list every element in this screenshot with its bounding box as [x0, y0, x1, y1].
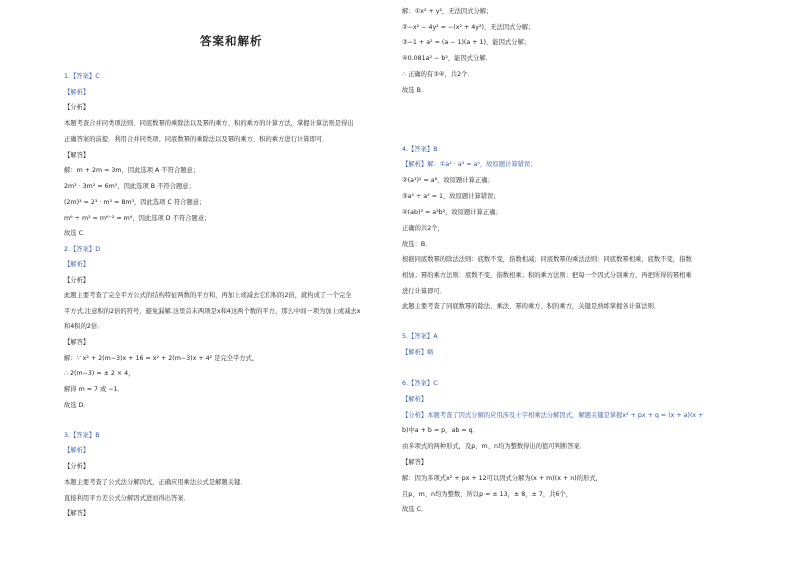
right-text-line: 【分析】本题考查了因式分解的应用涉及十字相乘法分解因式，解题关键是掌握x² + px + q = (x + a)(x + — [402, 412, 704, 419]
left-text-line: 【解析】 — [64, 447, 90, 454]
left-text-line: 【分析】 — [64, 104, 90, 111]
left-text-line: 1.【答案】C — [64, 73, 100, 80]
right-text-line: 5.【答案】A — [402, 333, 438, 340]
left-text-line: 解：∵ x² + 2(m−3)x + 16 = x² + 2(m−3)x + 4² 是完全平方式， — [64, 355, 259, 362]
left-text-line: 解得 m = 7 或 −1． — [64, 386, 124, 393]
right-text-line: b)中a + b = p，ab = q． — [402, 427, 479, 434]
right-text-line: 【解析】解：①a² · a³ = a⁵，故原题计算错误； — [402, 161, 537, 168]
right-text-line: 故选 C． — [402, 506, 428, 513]
right-text-line: 故选：B． — [402, 241, 432, 248]
left-text-line: 和4积的2倍． — [64, 323, 104, 330]
right-text-line: 【解析】 — [402, 396, 428, 403]
left-text-line: 【解析】 — [64, 89, 90, 96]
right-text-line: ④(ab)³ = a³b³，故原题计算正确； — [402, 209, 502, 216]
left-text-line: 【解答】 — [64, 339, 90, 346]
left-text-line: 故选 C． — [64, 230, 90, 237]
left-text-line: 此题主要考查了完全平方公式的结构特征两数的平方和，再加上或减去它们积的2倍，就构成了一个完全 — [64, 292, 352, 299]
left-text-line: 【解答】 — [64, 510, 90, 517]
left-text-line: 本题主要考查了公式法分解因式，正确应用乘法公式是解题关键． — [64, 479, 247, 486]
right-text-line: 故选 B． — [402, 87, 428, 94]
left-text-line: 解：m + 2m = 3m，因此选项 A 不符合题意； — [64, 167, 200, 174]
right-text-line: 且p、m、n均为整数，所以p = ± 13，± 8，± 7，共6个， — [402, 491, 573, 498]
right-text-line: 相加；幂的乘方法则：底数不变，指数相乘；积的乘方法则：把每一个因式分别乘方，再把所得的幂相乘 — [402, 272, 692, 279]
left-text-line: m⁶ ÷ m² = m⁶⁻² = m⁴，因此选项 D 不符合题意； — [64, 215, 211, 222]
left-text-line: ∴ 2(m−3) = ± 2 × 4， — [64, 370, 135, 377]
left-text-line: 2m³ · 3m² = 6m⁵，因此选项 B 不符合题意； — [64, 183, 195, 190]
right-text-line: 正确的共2个， — [402, 225, 444, 232]
left-text-line: 【解析】 — [64, 261, 90, 268]
right-text-line: 解：①x² + y²，无法因式分解； — [402, 8, 493, 15]
right-text-line: 6.【答案】C — [402, 380, 438, 387]
page-title: 答案和解析 — [200, 34, 263, 48]
right-text-line: ∴ 正确的有③④，共2个． — [402, 71, 474, 78]
right-text-line: 进行计算即可． — [402, 288, 447, 295]
left-text-line: 平方式.注意积的2倍的符号，避免漏解.这里首末两项是x和4这两个数的平方，那么中间一项为加上或减去x — [64, 308, 361, 315]
right-text-line: 解：因为多项式x² + px + 12可以因式分解为(x + m)(x + n)的形式， — [402, 475, 602, 482]
right-text-line: ②(a³)² = a⁶，故原题计算正确； — [402, 177, 494, 184]
right-text-line: ②−x² − 4y² = −(x² + 4y²)，无法因式分解； — [402, 24, 535, 31]
right-text-line: 4.【答案】B — [402, 146, 438, 153]
right-text-line: 【解析】略 — [402, 349, 434, 356]
left-text-line: 故选 D． — [64, 402, 90, 409]
right-text-line: 【解答】 — [402, 459, 428, 466]
left-text-line: 2.【答案】D — [64, 246, 101, 253]
left-text-line: 【分析】 — [64, 277, 90, 284]
left-text-line: 【分析】 — [64, 463, 90, 470]
left-text-line: 直接利用平方差公式分解因式进而得出答案． — [64, 495, 190, 502]
right-text-line: 根据同底数幂的除法法则：底数不变，指数相减；同底数幂的乘法法则：同底数幂相乘，底数不变，指数 — [402, 256, 692, 263]
right-text-line: ③a⁵ ÷ a⁵ = 1，故原题计算错误； — [402, 193, 500, 200]
left-text-line: 【解答】 — [64, 152, 90, 159]
right-text-line: 由多项式的两种形式，及p、m、n均为整数得出的值可判断答案． — [402, 443, 587, 450]
right-text-line: ③−1 + a² = (a − 1)(a + 1)，能因式分解； — [402, 39, 531, 46]
right-text-line: 此题主要考查了同底数幂的除法、乘法、幂的乘方、积的乘方，关键是熟练掌握各计算法则． — [402, 303, 661, 310]
left-text-line: 3.【答案】B — [64, 432, 100, 439]
left-text-line: 正确答案的前提．利用合并同类项、同底数幂的乘除法以及幂的乘方、积的乘方进行计算即可． — [64, 136, 329, 143]
left-text-line: 本题考查合并同类项法则、同底数幂的乘除法以及幂的乘方、积的乘方的计算方法，掌握计算法则是得出 — [64, 120, 354, 127]
left-text-line: (2m)³ = 2³ · m³ = 8m³，因此选项 C 符合题意； — [64, 199, 206, 206]
right-text-line: ④0.081a² − b²，能因式分解． — [402, 55, 492, 62]
